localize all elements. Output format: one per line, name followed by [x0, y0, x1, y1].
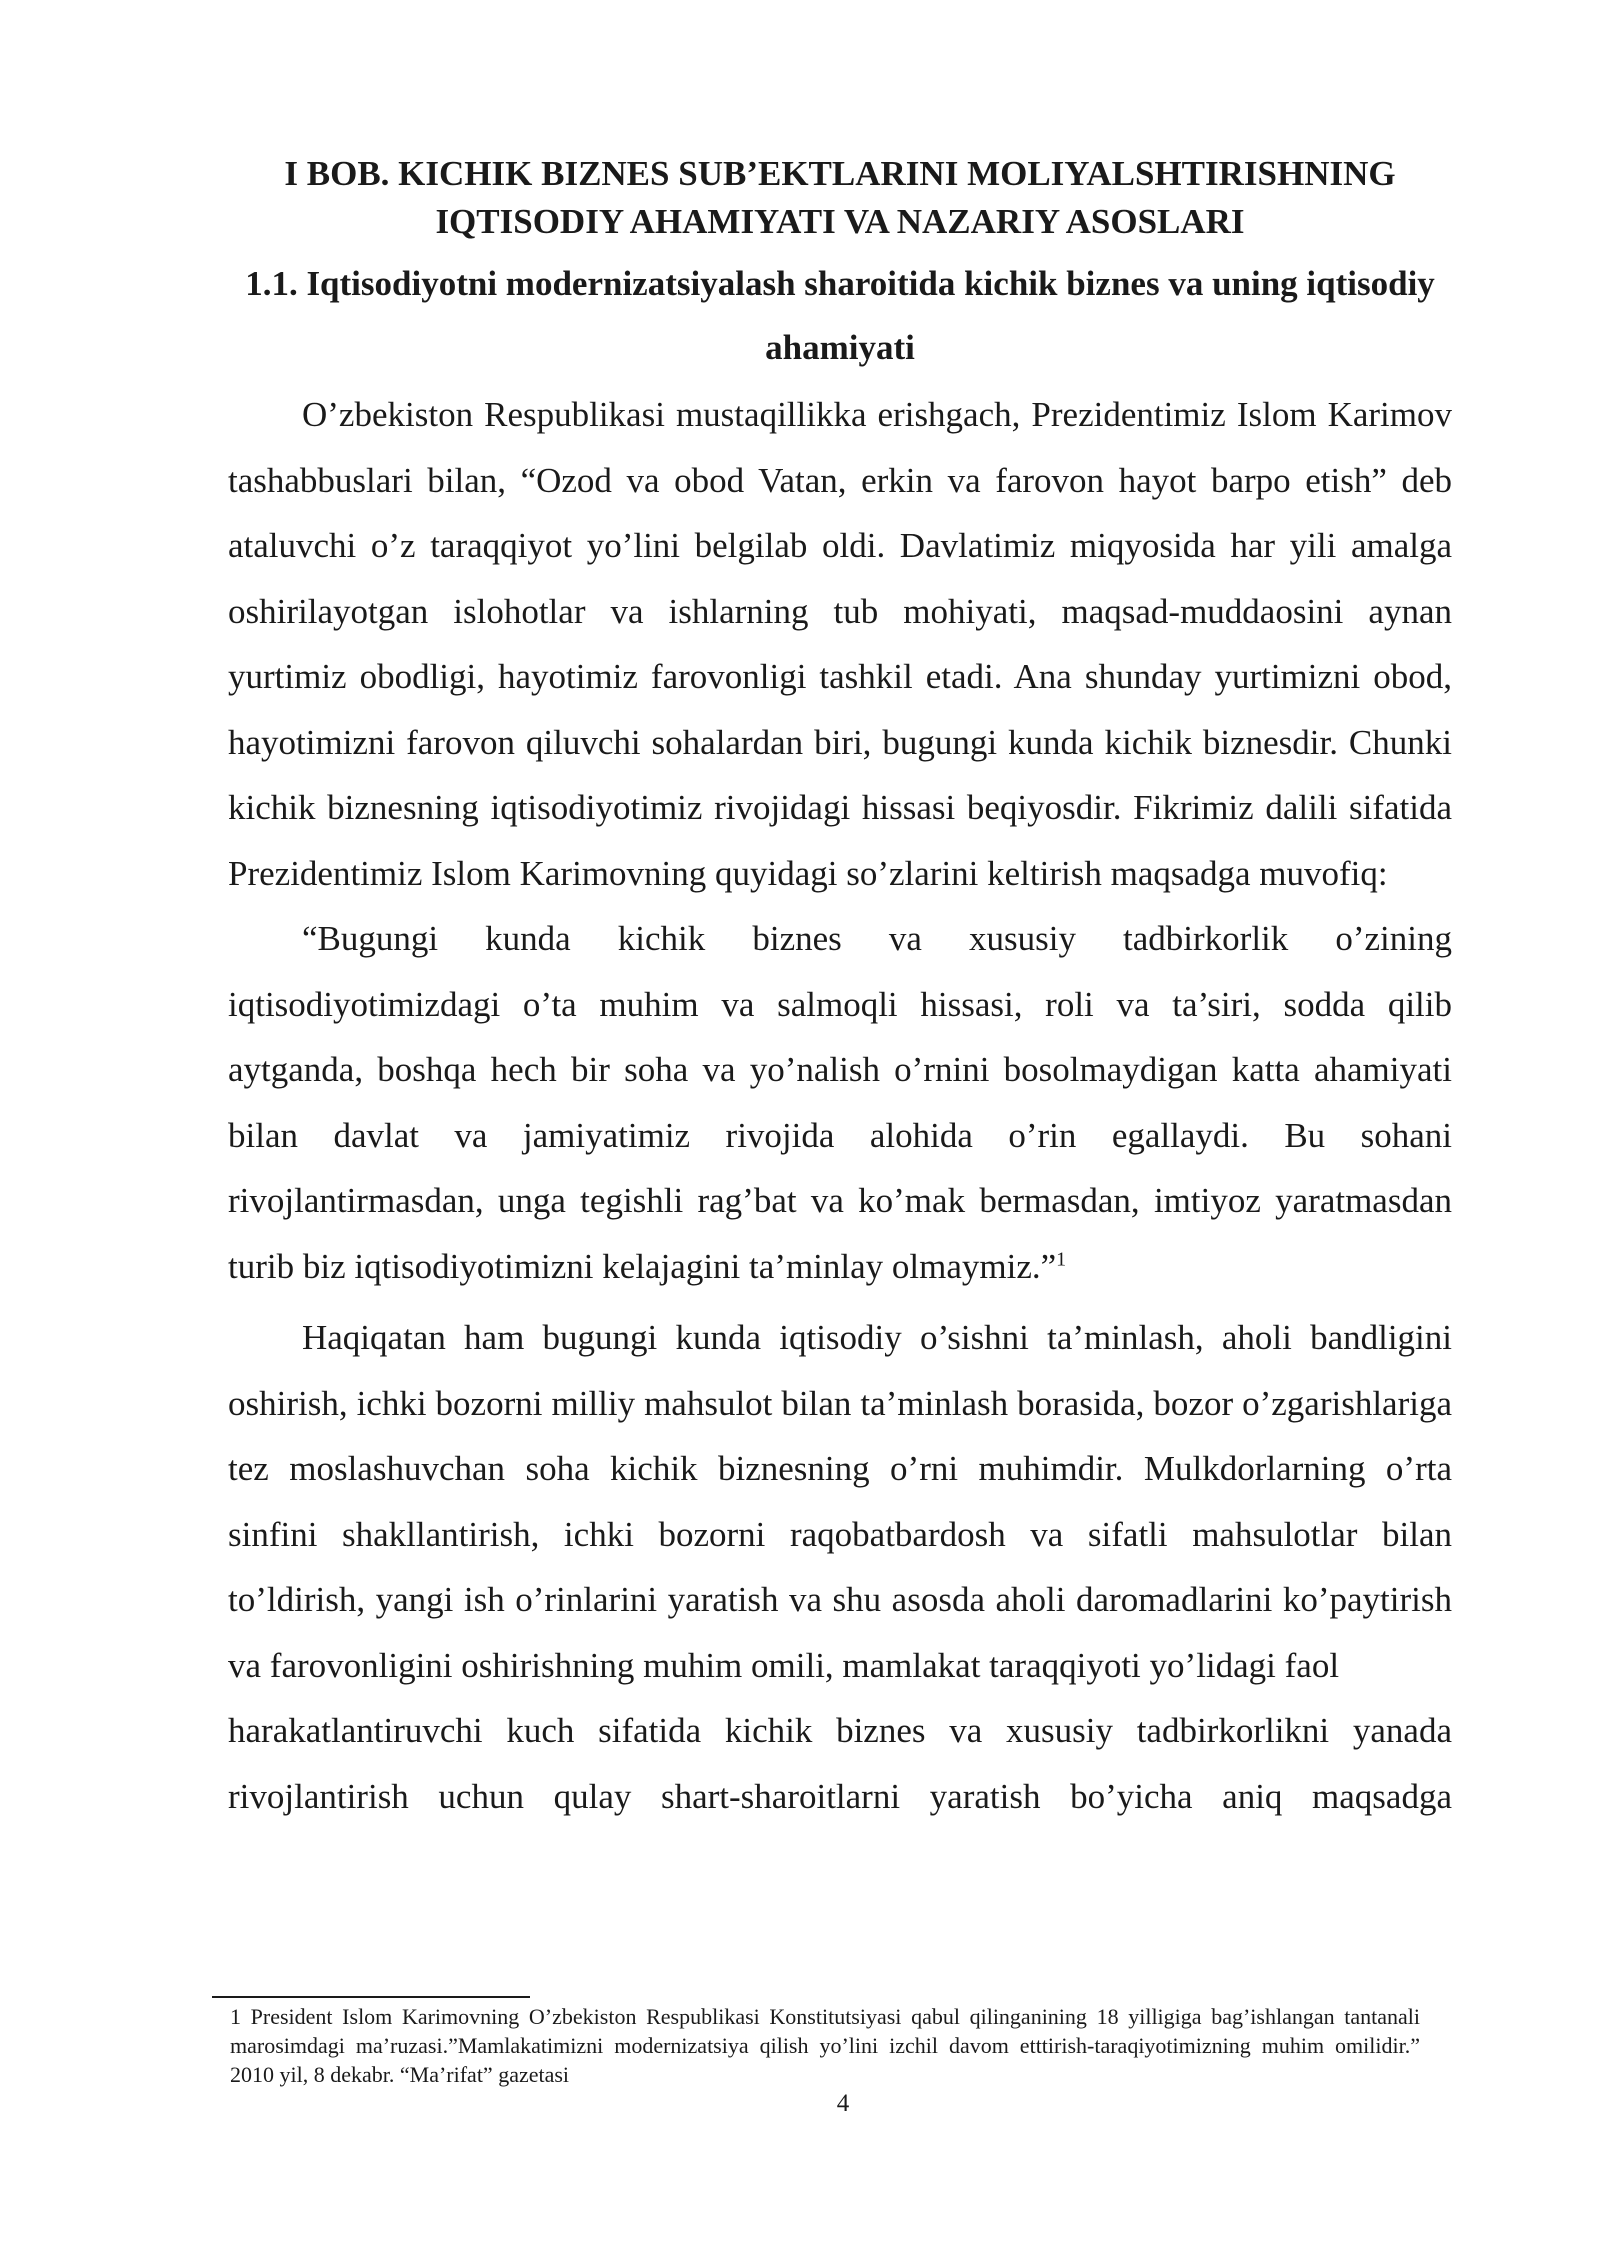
quote-text: “Bugungi kunda kichik biznes va xususiy tadbirkorlik o’zining iqtisodiyotimizdagi o’ta muhim va salmoqli hissasi, roli va ta’siri, sodda qilib aytganda, boshqa hech bir soha va yo’nalish o’rnini bosolmaydigan katta ahamiyati bilan davlat va jamiyatimiz rivojida alohida o’rin egallaydi. Bu sohani rivojlantirmasdan, unga tegishli rag’bat va ko’mak bermasdan, imtiyoz yaratmasdan turib biz iqtisodiyotimizni kelajagini ta’minlay olmaymiz.”: [228, 919, 1452, 1286]
page-content: [228, 150, 1452, 1829]
paragraph-quote: [228, 906, 1452, 1299]
footnote-separator: [212, 1996, 530, 1998]
footnote-text: 1 President Islom Karimovning O’zbekiston Respublikasi Konstitutsiyasi qabul qilinganining 18 yilligiga bag’ishlangan tantanali marosimdagi ma’ruzasi.”Mamlakatimizni modernizatsiya qilish yo’lini izchil davom etttirish-taraqiyotimizning muhim omilidir.” 2010 yil, 8 dekabr. “Ma’rifat” gazetasi: [230, 2004, 1420, 2087]
paragraph-analysis: Haqiqatan ham bugungi kunda iqtisodiy o’sishni ta’minlash, aholi bandligini oshirish, ichki bozorni milliy mahsulot bilan ta’minlash borasida, bozor o’zgarishlariga tez moslashuvchan soha kichik biznesning o’rni muhimdir. Mulkdorlarning o’rta sinfini shakllantirish, ichki bozorni raqobatbardosh va sifatli mahsulotlar bilan to’ldirish, yangi ish o’rinlarini yaratish va shu asosda aholi daromadlarini ko’paytirish va farovonligini oshirishning muhim omili, mamlakat taraqqiyoti yo’lidagi faol: [228, 1318, 1452, 1685]
paragraph-intro: O’zbekiston Respublikasi mustaqillikka erishgach, Prezidentimiz Islom Karimov tashabbuslari bilan, “Ozod va obod Vatan, erkin va farovon hayot barpo etish” deb ataluvchi o’z taraqqiyot yo’lini belgilab oldi. Davlatimiz miqyosida har yili amalga oshirilayotgan islohotlar va ishlarning tub mohiyati, maqsad-muddaosini aynan yurtimiz obodligi, hayotimiz farovonligi tashkil etadi. Ana shunday yurtimizni obod, hayotimizni farovon qiluvchi sohalardan biri, bugungi kunda kichik biznesdir. Chunki kichik biznesning iqtisodiyotimiz rivojidagi hissasi beqiyosdir. Fikrimiz dalili sifatida Prezidentimiz Islom Karimovning quyidagi so’zlarini keltirish maqsadga muvofiq:: [228, 395, 1452, 893]
paragraph-continuation: harakatlantiruvchi kuch sifatida kichik biznes va xususiy tadbirkorlikni yanada rivojlantirish uchun qulay shart-sharoitlarni yaratish bo’yicha aniq maqsadga: [228, 1711, 1452, 1816]
page-number: 4: [836, 2090, 850, 2117]
footnote-reference[interactable]: 1: [1056, 1247, 1067, 1270]
section-title: 1.1. Iqtisodiyotni modernizatsiyalash sharoitida kichik biznes va uning iqtisodiy ahamiyati: [245, 264, 1435, 367]
chapter-title: I BOB. KICHIK BIZNES SUB’EKTLARINI MOLIYALSHTIRISHNING IQTISODIY AHAMIYATI VA NAZARIY ASOSLARI: [284, 154, 1396, 241]
